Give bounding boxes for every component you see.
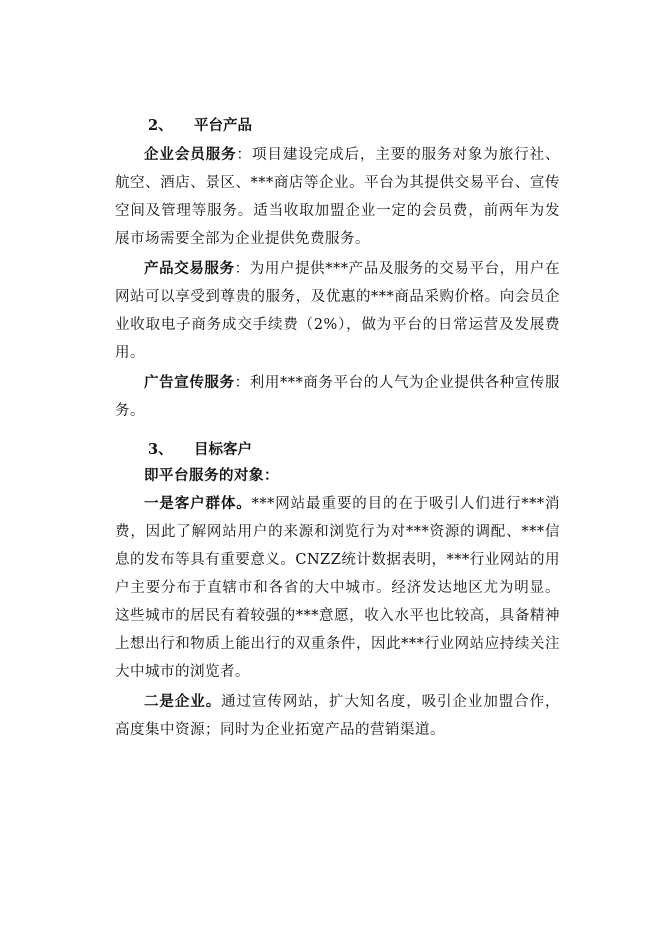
paragraph-trade-service xyxy=(115,255,560,367)
paragraph-customer-group xyxy=(115,490,560,686)
section-heading-target-customers xyxy=(115,438,560,462)
paragraph-text: ：利用***商务平台的人气为企业提供各种宣传服务。 xyxy=(115,375,561,419)
paragraph-member-service xyxy=(115,141,560,253)
document-body xyxy=(115,114,560,744)
paragraph-lead: 二是企业。 xyxy=(144,693,222,710)
section-number: 2、 xyxy=(148,117,173,134)
paragraph-ad-service xyxy=(115,369,560,425)
paragraph-text: ：项目建设完成后，主要的服务对象为旅行社、航空、酒店、景区、***商店等企业。平台为其提供交易平台、宣传空间及管理等服务。适当收取加盟企业一定的会员费，前两年为发展市场需要全部为企业提供免费服务。 xyxy=(115,147,561,247)
section-subtitle: 即平台服务的对象： xyxy=(144,467,279,484)
paragraph-enterprise xyxy=(115,688,560,744)
paragraph-lead: 产品交易服务 xyxy=(144,260,235,277)
section-number: 3、 xyxy=(148,441,173,458)
section-heading-platform-products xyxy=(115,114,560,138)
paragraph-lead: 企业会员服务 xyxy=(144,146,237,163)
paragraph-lead: 广告宣传服务 xyxy=(144,374,235,391)
section-title: 平台产品 xyxy=(194,117,252,134)
paragraph-text: ***网站最重要的目的在于吸引人们进行***消费，因此了解网站用户的来源和浏览行为对***资源的调配、***信息的发布等具有重要意义。CNZZ统计数据表明，***行业网站的用户主要分布于直辖市和各省的大中城市。经济发达地区尤为明显。这些城市的居民有着较强的***意愿，收入水平也比较高，具备精神上想出行和物质上能出行的双重条件，因此***行业网站应持续关注大中城市的浏览者。 xyxy=(115,496,561,680)
paragraph-text: 通过宣传网站，扩大知名度，吸引企业加盟合作，高度集中资源；同时为企业拓宽产品的营销渠道。 xyxy=(115,694,561,738)
paragraph-lead: 一是客户群体。 xyxy=(144,495,252,512)
paragraph-text: ：为用户提供***产品及服务的交易平台，用户在网站可以享受到尊贵的服务，及优惠的***商品采购价格。向会员企业收取电子商务成交手续费（2%），做为平台的日常运营及发展费用。 xyxy=(115,261,561,361)
section-title: 目标客户 xyxy=(194,441,252,458)
